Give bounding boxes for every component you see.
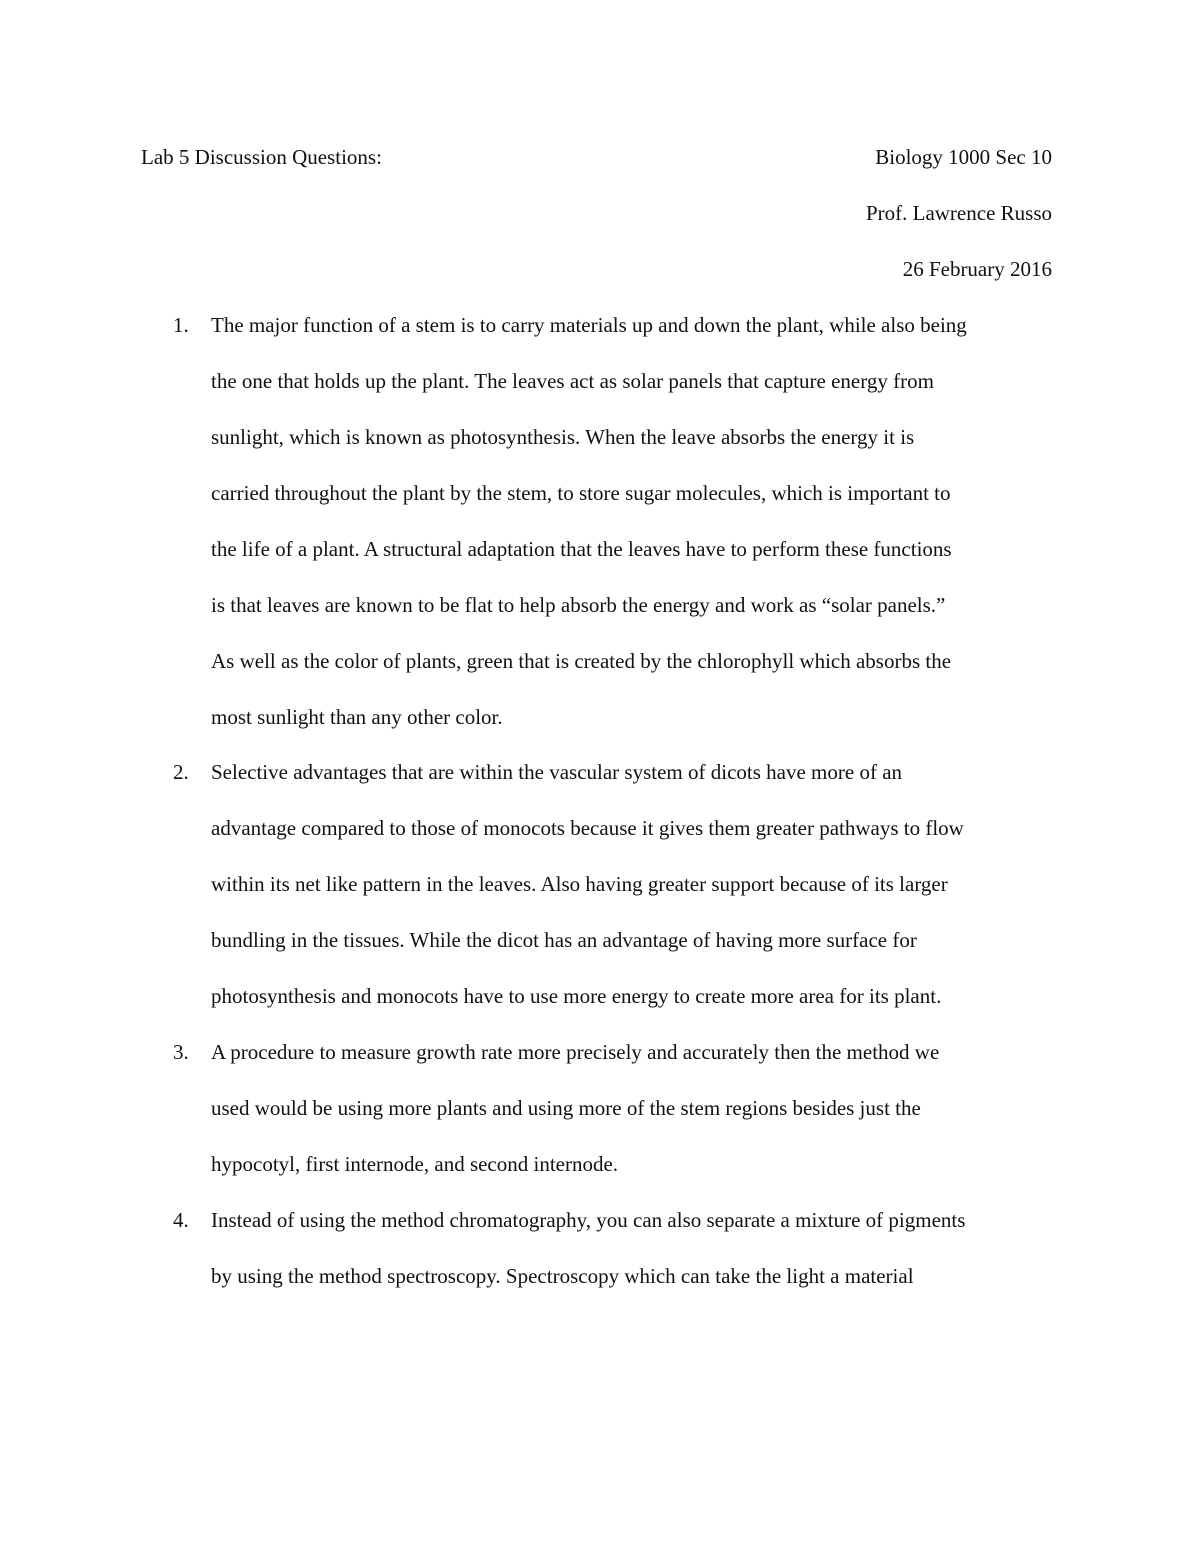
document-date: 26 February 2016: [902, 257, 1052, 281]
list-item-number: 2.: [173, 760, 189, 784]
list-item-line: most sunlight than any other color.: [211, 705, 503, 729]
list-item-line: sunlight, which is known as photosynthesis. When the leave absorbs the energy it is: [211, 425, 915, 449]
list-item-line: the one that holds up the plant. The leaves act as solar panels that capture energy from: [211, 369, 934, 393]
list-item-line: Selective advantages that are within the vascular system of dicots have more of an: [211, 760, 903, 784]
list-item-line: carried throughout the plant by the stem, to store sugar molecules, which is important to: [211, 481, 951, 505]
list-item-line: hypocotyl, first internode, and second internode.: [211, 1152, 619, 1176]
list-item-line: the life of a plant. A structural adaptation that the leaves have to perform these functions: [211, 537, 952, 561]
document-title: Lab 5 Discussion Questions:: [141, 145, 382, 169]
list-item-line: Instead of using the method chromatography, you can also separate a mixture of pigments: [211, 1208, 966, 1232]
list-item-number: 4.: [173, 1208, 189, 1232]
list-item-line: The major function of a stem is to carry materials up and down the plant, while also being: [211, 313, 967, 337]
list-item-line: As well as the color of plants, green that is created by the chlorophyll which absorbs the: [211, 649, 952, 673]
list-item-line: bundling in the tissues. While the dicot has an advantage of having more surface for: [211, 928, 917, 952]
list-item-line: A procedure to measure growth rate more precisely and accurately then the method we: [211, 1040, 940, 1064]
professor-name: Prof. Lawrence Russo: [865, 201, 1052, 225]
list-item-number: 1.: [173, 313, 189, 337]
list-item-line: is that leaves are known to be flat to help absorb the energy and work as “solar panels.”: [211, 593, 946, 617]
list-item-line: by using the method spectroscopy. Spectroscopy which can take the light a material: [211, 1264, 914, 1288]
course-name: Biology 1000 Sec 10: [875, 145, 1052, 169]
list-item-line: advantage compared to those of monocots because it gives them greater pathways to flow: [211, 816, 964, 840]
list-item-number: 3.: [173, 1040, 189, 1064]
list-item-line: within its net like pattern in the leaves. Also having greater support because of its larger: [211, 872, 948, 896]
list-item-line: used would be using more plants and using more of the stem regions besides just the: [211, 1096, 921, 1120]
list-item-line: photosynthesis and monocots have to use more energy to create more area for its plant.: [211, 984, 942, 1008]
